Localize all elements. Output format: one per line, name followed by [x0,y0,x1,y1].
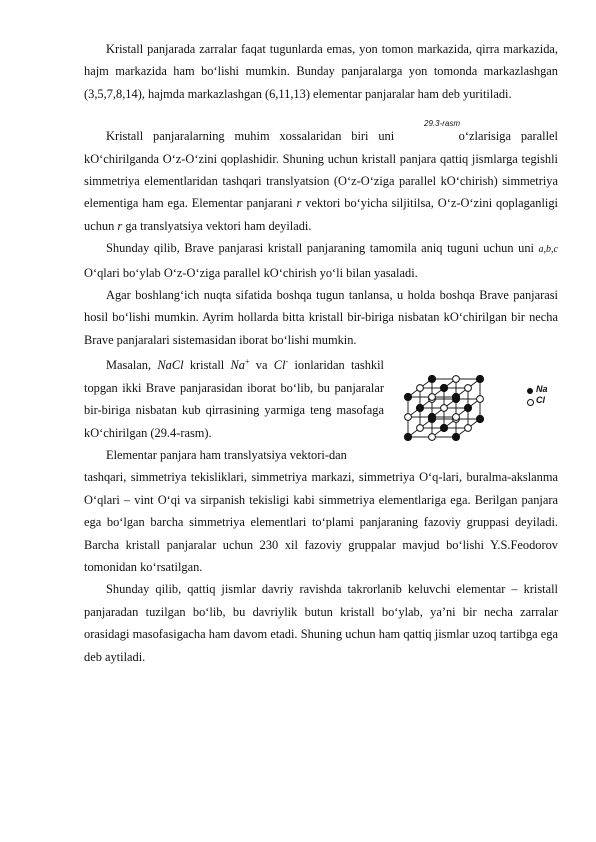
na-ion [452,394,459,401]
na-ion [452,434,459,441]
paragraph-6-first-line: Elementar panjara ham translyatsiya vektori-dan [106,448,347,463]
paragraph-2-block [84,119,558,237]
paragraph-5: Masalan, NaCl kristall Na+ va Cl- ionlaridan tashkil topgan ikki Brave panjarasidan iborat bo‘lib, bu panjaralar bir-biriga nisbatan kub qirrasining yarmiga teng masofaga kO‘chirilgan (29.4-rasm). [84,357,384,440]
na-ion [428,376,435,383]
cl-ion [429,394,436,401]
na-ion [416,405,423,412]
legend-cl-label: Cl [536,395,545,406]
cl-ion [405,414,412,421]
figure-row [84,351,558,466]
cl-ion-icon [527,399,534,406]
na-ion [464,405,471,412]
figure-label-29-3: 29.3-rasm [424,119,461,129]
cl-ion [477,396,484,403]
na-ion [476,416,483,423]
cl-ion [429,434,436,441]
na-ion [404,394,411,401]
axes-abc: a,b,c [538,244,558,256]
na-ion [476,376,483,383]
legend-na-label: Na [536,384,548,395]
na-ion [428,414,435,421]
document-page [84,38,558,668]
nacl-lattice-diagram [396,351,526,471]
cl-ion [417,385,424,392]
na-ion [440,425,447,432]
cl-ion [453,376,460,383]
hidden-term [404,129,449,143]
na-ion [404,434,411,441]
paragraph-1: Kristall panjarada zarralar faqat tugunlarda emas, yon tomon markazida, qirra markazida, hajm markazida ham bo‘lishi mumkin. Bunday panjaralarga yon tomonda markazlashgan (3,5,7,8,14), hajmda markazlashgan (6,11,13) elementar panjaralar ham deb yuritiladi. [84,42,558,101]
cl-ion [465,385,472,392]
na-ion [440,385,447,392]
cl-ion [453,414,460,421]
cl-ion [465,425,472,432]
paragraph-3: Shunday qilib, Brave panjarasi kristall panjaraning tamomila aniq tuguni uchun uni a,b,c O‘qlari bo‘ylab O‘z-O‘ziga parallel kO‘chirish yo‘li bilan yasaladi. [84,241,558,280]
paragraph-7: Shunday qilib, qattiq jismlar davriy ravishda takrorlanib keluvchi elementar – kristall panjaradan tuzilgan bo‘lib, bu davriylik butun kristall bo‘ylab, ya’ni bir necha zarralar orasidagi masofasigacha ham davom etadi. Shuning uchun ham qattiq jismlar uzoq tartibga ega deb aytiladi. [84,582,558,664]
paragraph-2: Kristall panjaralarning muhim xossalaridan biri uni o‘zlarisiga parallel kO‘chirilganda O‘z-O‘zini qoplashidir. Shuning uchun kristall panjara qattiq jismlarga tegishli simmetriya elementlaridan tashqari translyatsion (O‘z-O‘ziga parallel kO‘chirish) simmetriya elementiga ham ega. Elementar panjarani r vektori bo‘yicha siljitilsa, O‘z-O‘zini qoplaganligi uchun r ga translyatsiya vektori ham deyiladi. [84,129,558,233]
na-ion-icon [527,388,533,394]
paragraph-4: Agar boshlang‘ich nuqta sifatida boshqa tugun tanlansa, u holda boshqa Brave panjarasi hosil bo‘lishi mumkin. Ayrim hollarda bitta kristall bir-biriga nisbatan kO‘chirilgan bir necha Brave panjaralari sistemasidan iborat bo‘lishi mumkin. [84,288,558,347]
nacl-crystal-figure [396,351,558,471]
cl-ion [441,405,448,412]
paragraph-6: tashqari, simmetriya tekisliklari, simmetriya markazi, simmetriya O‘q-lari, buralma-akslanma O‘qlari – vint O‘qi va sirpanish tekisligi kabi simmetriya elementlariga ega. Berilgan panjara ega bo‘lgan barcha simmetriya elementlari to‘plami panjaraning fazoviy gruppasi deyiladi. Barcha kristall panjaralar uchun 230 xil fazoviy gruppalar mavjud bo‘lishi Y.S.Feodorov tomonidan ko‘rsatilgan. [84,470,558,575]
cl-ion [417,425,424,432]
